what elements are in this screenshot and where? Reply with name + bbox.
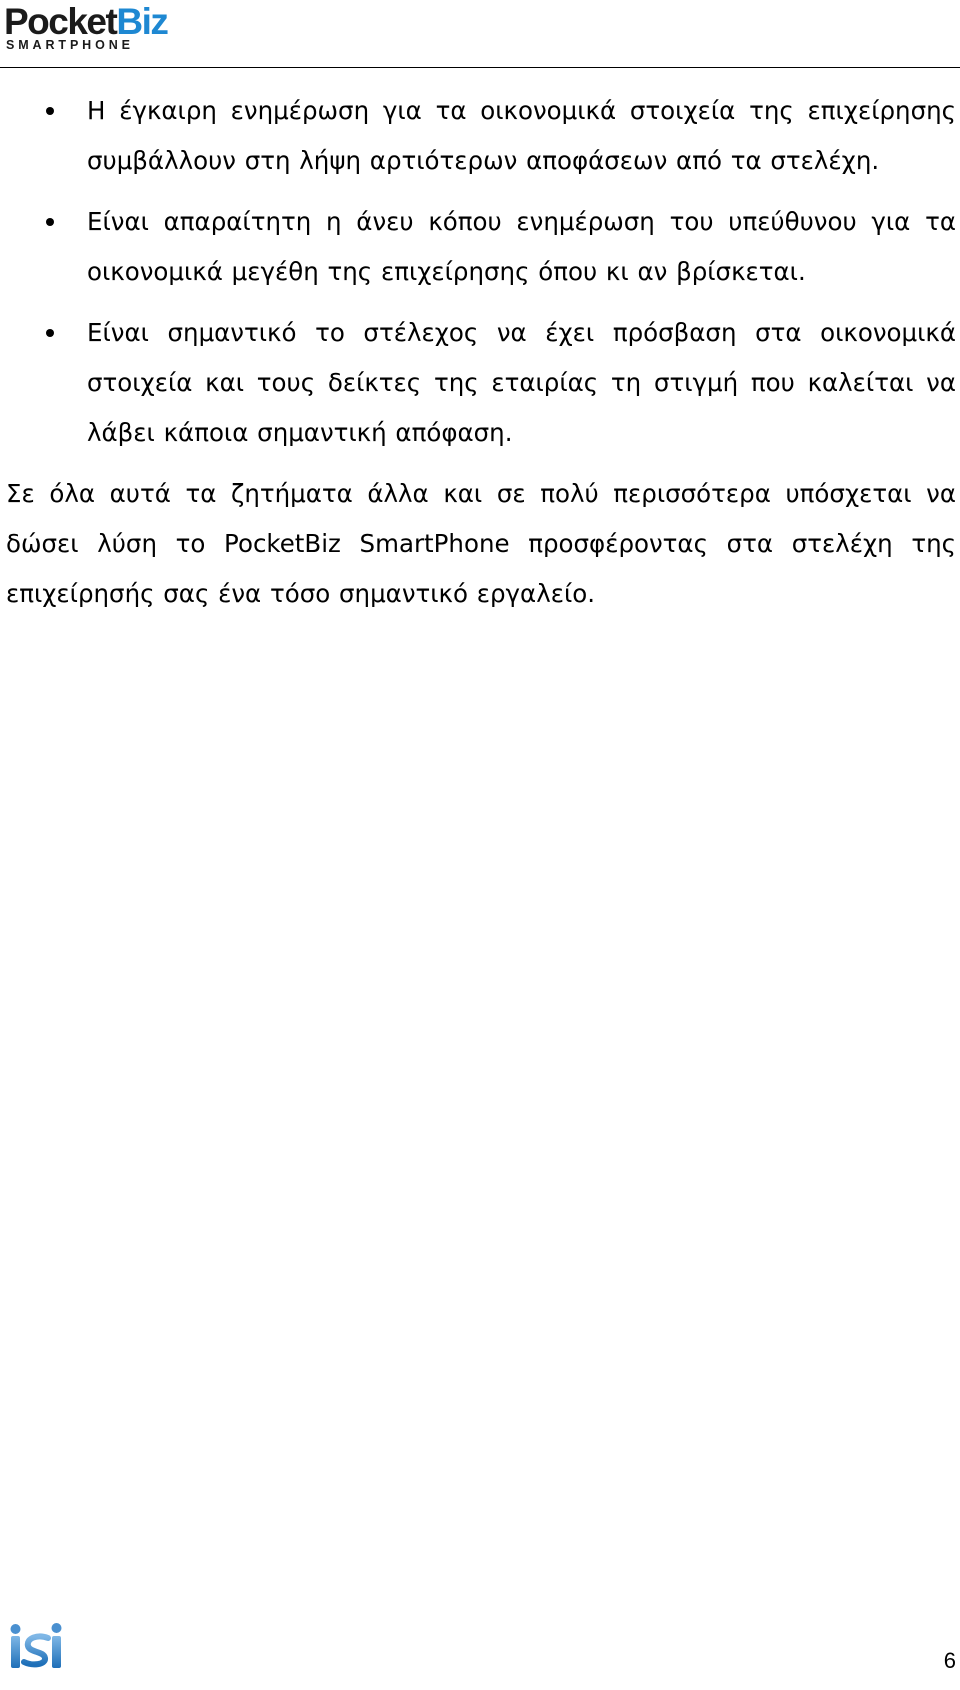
document-body: [0, 86, 956, 619]
bullet-dot-icon: [46, 107, 54, 115]
bullet-list: [0, 86, 956, 458]
page-header: [0, 0, 960, 70]
logo-wordmark-biz: Biz: [116, 1, 168, 42]
logo-subtitle: SMARTPHONE: [6, 38, 134, 52]
bullet-text-1: Η έγκαιρη ενημέρωση για τα οικονομικά στοιχεία της επιχείρησης συμβάλλουν στη λήψη αρτιότερων αποφάσεων από τα στελέχη.: [87, 96, 956, 175]
bullet-text-3: Είναι σημαντικό το στέλεχος να έχει πρόσβαση στα οικονομικά στοιχεία και τους δείκτες της εταιρίας τη στιγμή που καλείται να λάβει κάποια σημαντική απόφαση.: [87, 318, 956, 447]
isi-logo: [8, 1618, 66, 1676]
logo-wordmark-pocket: Pocket: [4, 1, 117, 42]
bullet-item-1: [0, 86, 956, 186]
bullet-dot-icon: [46, 218, 54, 226]
bullet-text-2: Είναι απαραίτητη η άνευ κόπου ενημέρωση του υπεύθυνου για τα οικονομικά μεγέθη της επιχείρησης όπου κι αν βρίσκεται.: [87, 207, 956, 286]
pocketbiz-logo: [4, 2, 194, 52]
header-divider: [0, 67, 960, 68]
bullet-item-3: [0, 308, 956, 458]
bullet-dot-icon: [46, 329, 54, 337]
page-number: 6: [943, 1648, 956, 1673]
logo-wordmark: [4, 2, 167, 42]
closing-paragraph: Σε όλα αυτά τα ζητήματα άλλα και σε πολύ περισσότερα υπόσχεται να δώσει λύση το PocketBiz SmartPhone προσφέροντας στα στελέχη της επιχείρησής σας ένα τόσο σημαντικό εργαλείο.: [6, 479, 956, 608]
bullet-item-2: [0, 197, 956, 297]
